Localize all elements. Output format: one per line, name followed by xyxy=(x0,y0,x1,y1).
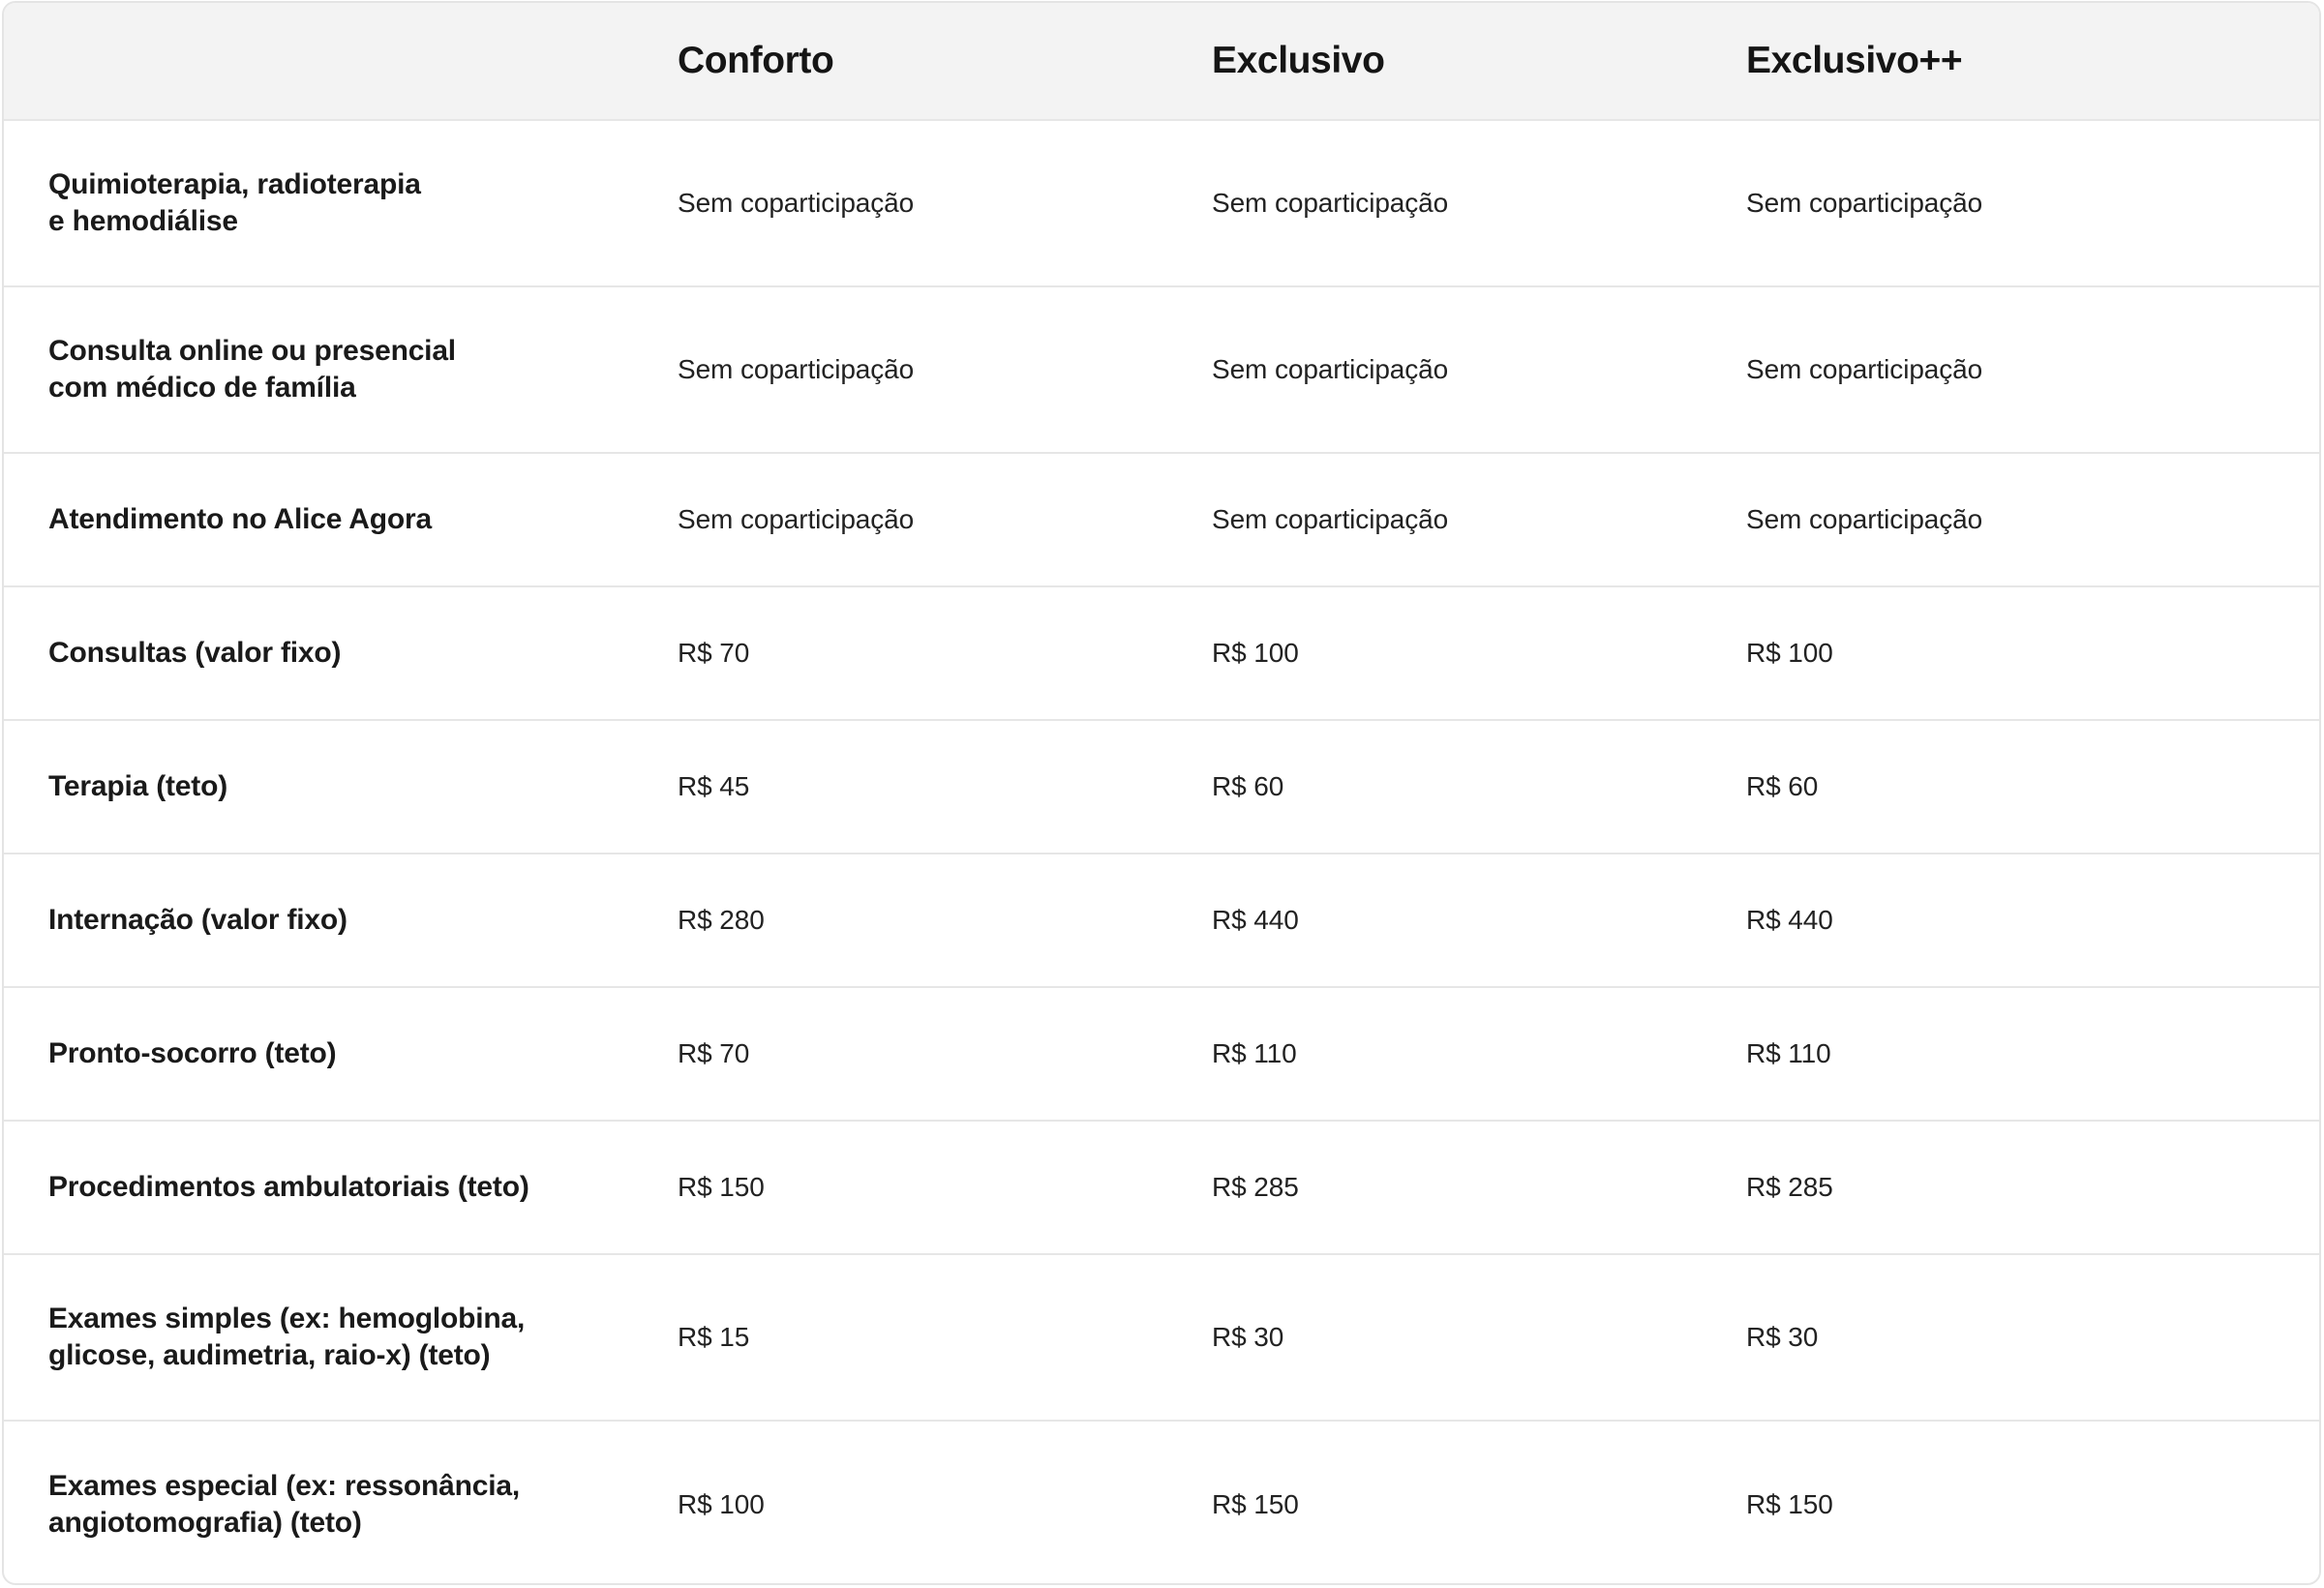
row-label: Exames simples (ex: hemoglobina, glicose, audimetria, raio-x) (teto) xyxy=(48,1303,526,1371)
value-exclusivo: Sem coparticipação xyxy=(1212,354,1449,384)
table-row xyxy=(4,1422,2319,1585)
row-label: Consultas (valor fixo) xyxy=(48,637,342,669)
value-exclusivo-plus: R$ 60 xyxy=(1746,771,1819,801)
row-label: Atendimento no Alice Agora xyxy=(48,503,432,535)
row-label: Internação (valor fixo) xyxy=(48,904,347,936)
table-row xyxy=(4,454,2319,587)
table-row xyxy=(4,1255,2319,1422)
table-row xyxy=(4,587,2319,721)
value-exclusivo-plus: R$ 150 xyxy=(1746,1489,1833,1519)
value-exclusivo: R$ 440 xyxy=(1212,905,1299,935)
row-label: Exames especial (ex: ressonância, angiotomografia) (teto) xyxy=(48,1470,521,1539)
row-label: Consulta online ou presencial com médico de família xyxy=(48,335,456,404)
value-conforto: R$ 280 xyxy=(678,905,765,935)
table-header xyxy=(4,3,2319,121)
value-exclusivo: R$ 285 xyxy=(1212,1172,1299,1202)
value-conforto: Sem coparticipação xyxy=(678,188,915,218)
row-label: Pronto-socorro (teto) xyxy=(48,1037,337,1069)
row-label: Procedimentos ambulatoriais (teto) xyxy=(48,1171,529,1203)
value-exclusivo-plus: R$ 440 xyxy=(1746,905,1833,935)
value-exclusivo: R$ 30 xyxy=(1212,1322,1284,1352)
table-row xyxy=(4,1122,2319,1255)
value-exclusivo-plus: R$ 285 xyxy=(1746,1172,1833,1202)
value-exclusivo: R$ 100 xyxy=(1212,638,1299,668)
table-row xyxy=(4,854,2319,988)
plan-header-exclusivo: Exclusivo xyxy=(1212,40,1385,81)
coparticipation-table xyxy=(2,1,2321,1585)
value-conforto: R$ 100 xyxy=(678,1489,765,1519)
row-label: Quimioterapia, radioterapia e hemodiálise xyxy=(48,168,421,237)
plan-header-conforto: Conforto xyxy=(678,40,834,81)
value-exclusivo-plus: Sem coparticipação xyxy=(1746,354,1983,384)
value-exclusivo: R$ 60 xyxy=(1212,771,1284,801)
value-exclusivo: R$ 150 xyxy=(1212,1489,1299,1519)
table-row xyxy=(4,988,2319,1122)
table-row xyxy=(4,287,2319,454)
value-conforto: R$ 15 xyxy=(678,1322,750,1352)
row-label: Terapia (teto) xyxy=(48,770,227,802)
value-exclusivo: Sem coparticipação xyxy=(1212,504,1449,534)
value-conforto: Sem coparticipação xyxy=(678,354,915,384)
value-conforto: R$ 70 xyxy=(678,1038,750,1068)
value-exclusivo: Sem coparticipação xyxy=(1212,188,1449,218)
value-exclusivo-plus: Sem coparticipação xyxy=(1746,188,1983,218)
value-exclusivo-plus: R$ 100 xyxy=(1746,638,1833,668)
value-conforto: R$ 45 xyxy=(678,771,750,801)
value-conforto: R$ 70 xyxy=(678,638,750,668)
value-exclusivo-plus: R$ 30 xyxy=(1746,1322,1819,1352)
value-exclusivo: R$ 110 xyxy=(1212,1038,1297,1068)
value-conforto: Sem coparticipação xyxy=(678,504,915,534)
table-row xyxy=(4,121,2319,287)
value-conforto: R$ 150 xyxy=(678,1172,765,1202)
value-exclusivo-plus: Sem coparticipação xyxy=(1746,504,1983,534)
table-row xyxy=(4,721,2319,854)
plan-header-exclusivo-plus: Exclusivo++ xyxy=(1746,40,1963,81)
value-exclusivo-plus: R$ 110 xyxy=(1746,1038,1831,1068)
